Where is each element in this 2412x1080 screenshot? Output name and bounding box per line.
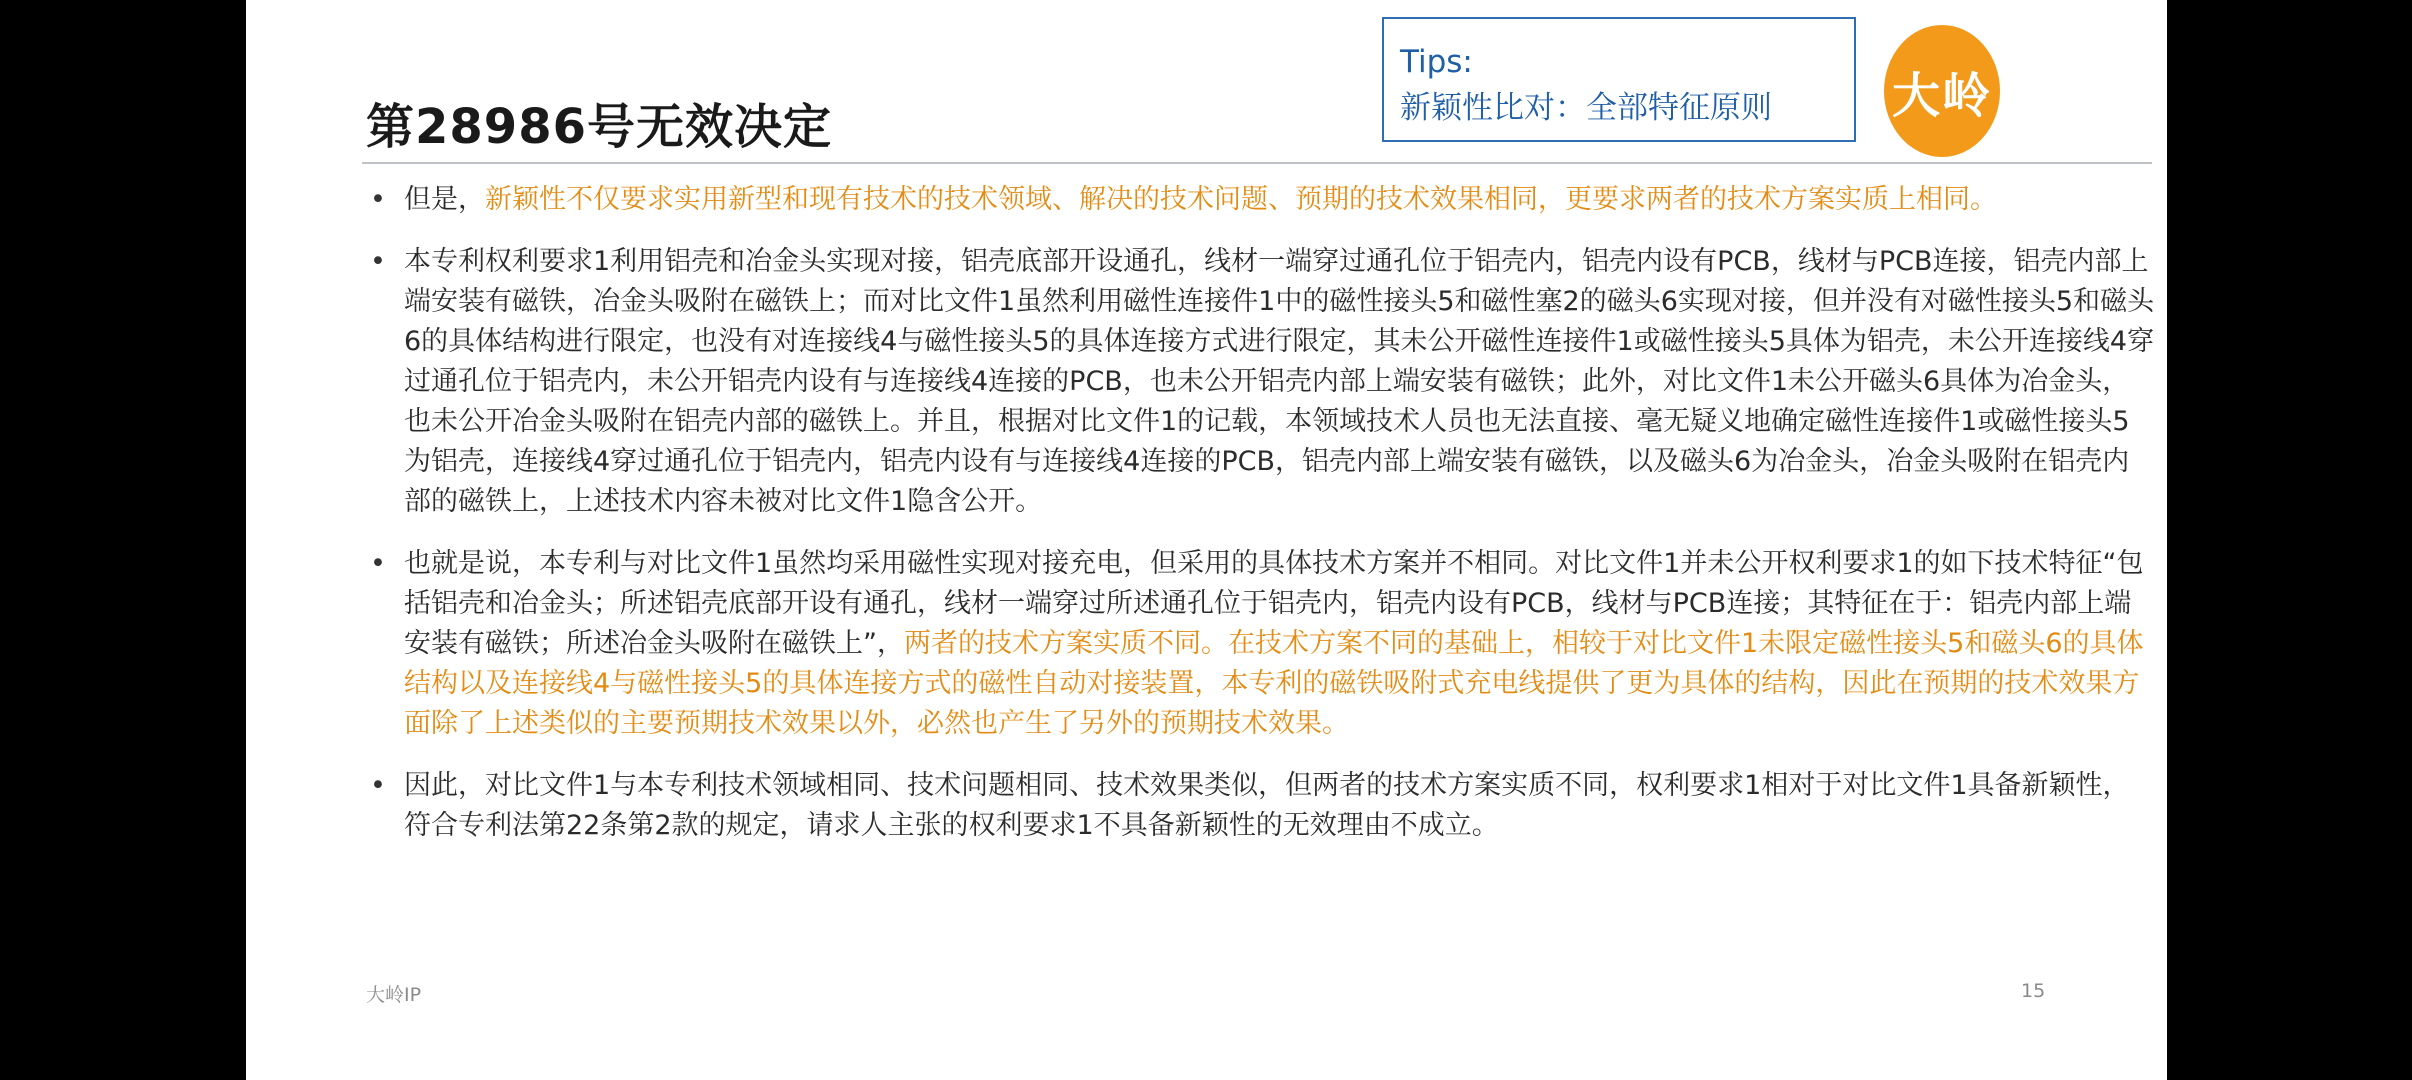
tips-text: 新颖性比对：全部特征原则 [1400, 90, 1772, 126]
bullet-item-2 [366, 242, 2156, 522]
bullet-1-text-a: 但是， [404, 184, 485, 215]
bullet-dot-icon: • [370, 184, 386, 215]
bullet-dot-icon: • [370, 548, 386, 579]
slide-title: 第28986号无效决定 [366, 99, 832, 155]
bullet-2-text: 本专利权利要求1利用铝壳和冶金头实现对接，铝壳底部开设通孔，线材一端穿过通孔位于铝壳内，铝壳内设有PCB，线材与PCB连接，铝壳内部上端安装有磁铁，冶金头吸附在磁铁上；而对比文件1虽然利用磁性连接件1中的磁性接头5和磁性塞2的磁头6实现对接，但并没有对磁性接头5和磁头6的具体结构进行限定，也没有对连接线4与磁性接头5的具体连接方式进行限定，其未公开磁性连接件1或磁性接头5具体为铝壳，未公开连接线4穿过通孔位于铝壳内，未公开铝壳内设有与连接线4连接的PCB，也未公开铝壳内部上端安装有磁铁；此外，对比文件1未公开磁头6具体为冶金头，也未公开冶金头吸附在铝壳内部的磁铁上。并且，根据对比文件1的记载，本领域技术人员也无法直接、毫无疑义地确定磁性连接件1或磁性接头5为铝壳，连接线4穿过通孔位于铝壳内，铝壳内设有与连接线4连接的PCB，铝壳内部上端安装有磁铁，以及磁头6为冶金头，冶金头吸附在铝壳内部的磁铁上，上述技术内容未被对比文件1隐含公开。 [404, 246, 2155, 517]
footer-brand: 大岭IP [366, 984, 422, 1006]
bullet-1-highlight: 新颖性不仅要求实用新型和现有技术的技术领域、解决的技术问题、预期的技术效果相同，更要求两者的技术方案实质上相同。 [485, 184, 1997, 215]
brand-logo: 大岭 [1884, 25, 2000, 157]
bullet-4-text: 因此，对比文件1与本专利技术领域相同、技术问题相同、技术效果类似，但两者的技术方案实质不同，权利要求1相对于对比文件1具备新颖性，符合专利法第22条第2款的规定，请求人主张的权利要求1不具备新颖性的无效理由不成立。 [404, 770, 2130, 841]
tips-heading: Tips: [1400, 44, 1473, 80]
bullet-item-3 [366, 544, 2156, 744]
bullet-3-highlight: 两者的技术方案实质不同。在技术方案不同的基础上，相较于对比文件1未限定磁性接头5和磁头6的具体结构以及连接线4与磁性接头5的具体连接方式的磁性自动对接装置，本专利的磁铁吸附式充电线提供了更为具体的结构，因此在预期的技术效果方面除了上述类似的主要预期技术效果以外，必然也产生了另外的预期技术效果。 [404, 628, 2144, 739]
bullet-item-1 [366, 180, 2156, 220]
bullet-item-4 [366, 766, 2156, 846]
bullet-3-text-a: 也就是说，本专利与对比文件1虽然均采用磁性实现对接充电，但采用的具体技术方案并不相同。对比文件1并未公开权利要求1的如下技术特征“包括铝壳和冶金头；所述铝壳底部开设有通孔，线材一端穿过所述通孔位于铝壳内，铝壳内设有PCB，线材与PCB连接；其特征在于：铝壳内部上端安装有磁铁；所述冶金头吸附在磁铁上”， [404, 548, 2144, 659]
bullet-list [366, 180, 2156, 868]
title-divider [362, 162, 2152, 164]
slide [246, 0, 2167, 1080]
page-number: 15 [2021, 980, 2046, 1002]
tips-box [1382, 17, 1856, 142]
bullet-dot-icon: • [370, 770, 386, 801]
bullet-dot-icon: • [370, 246, 386, 277]
